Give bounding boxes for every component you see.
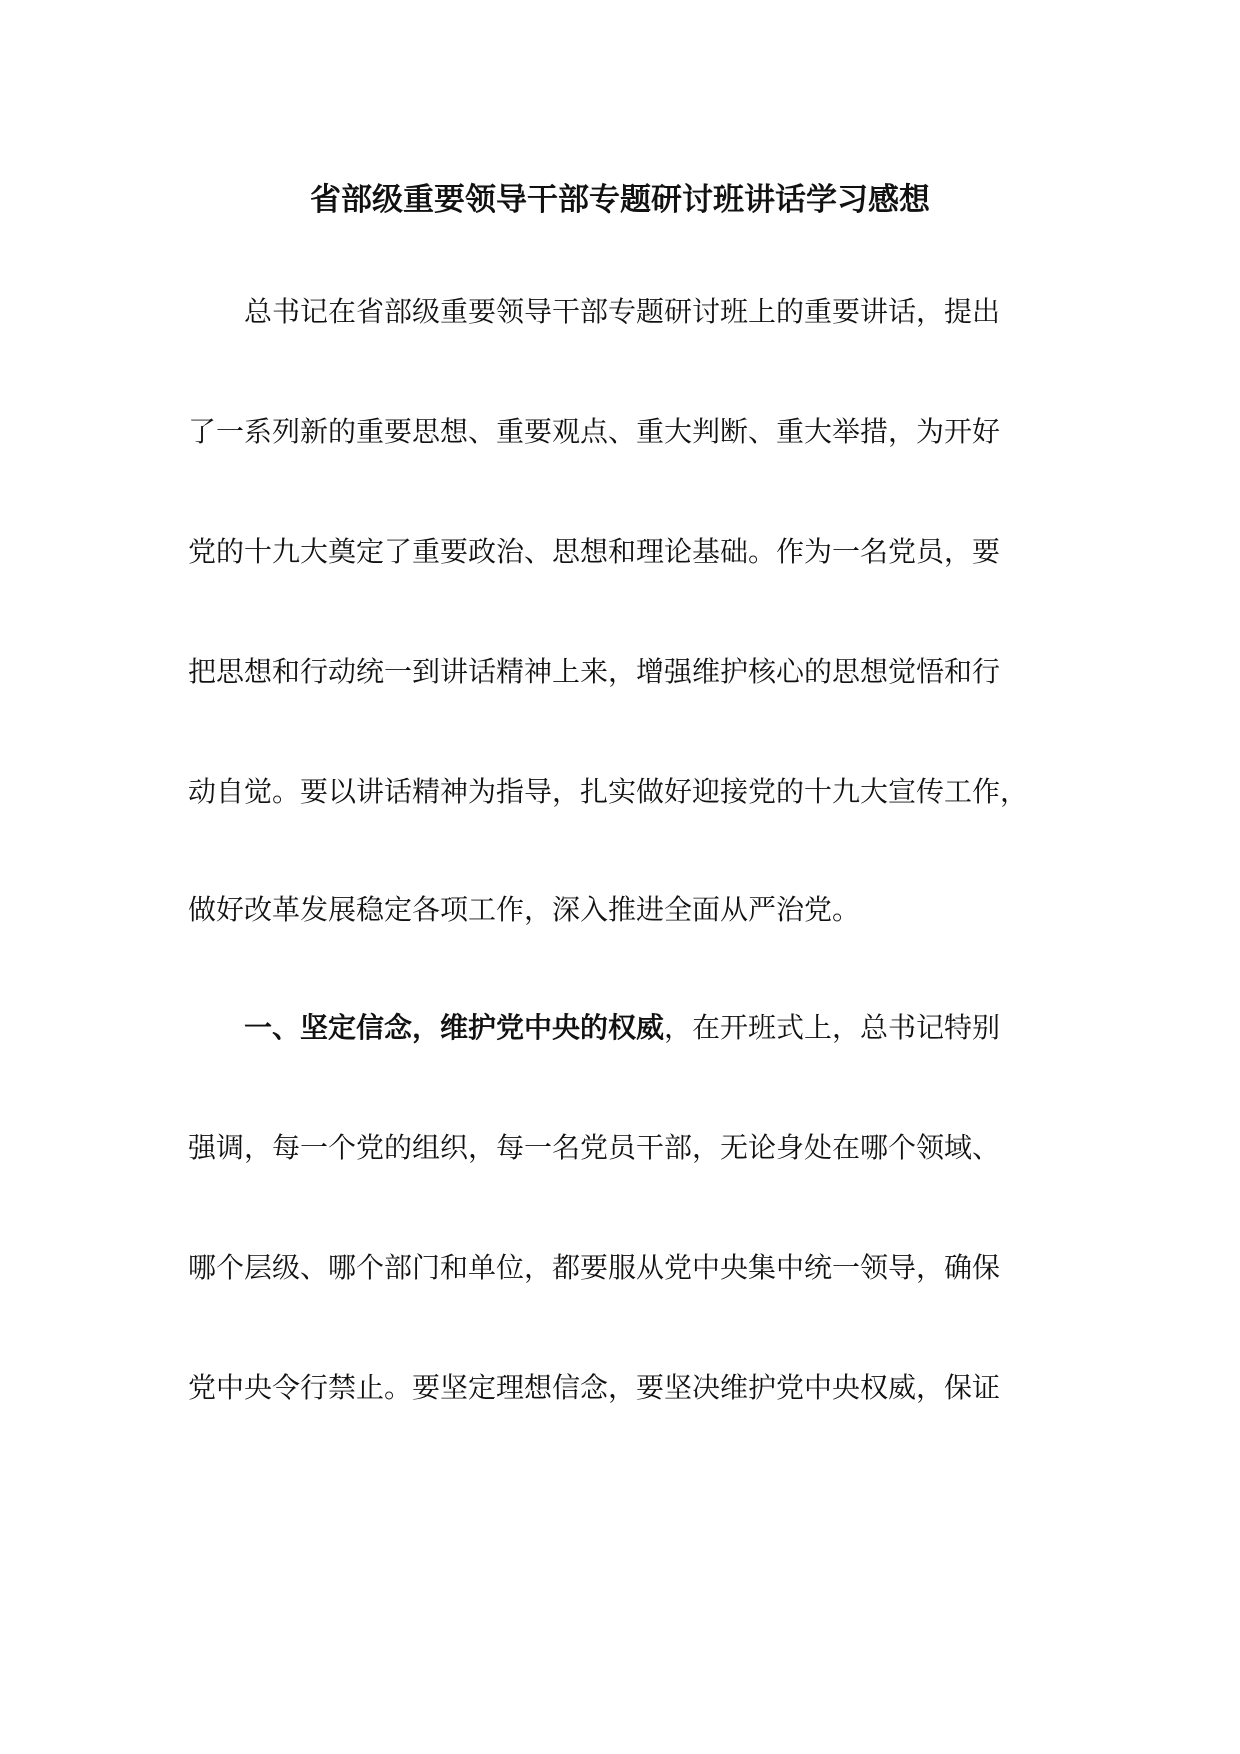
paragraph-1-line-4: 把思想和行动统一到讲话精神上来，增强维护核心的思想觉悟和行 bbox=[188, 655, 1001, 688]
paragraph-1-line-2: 了一系列新的重要思想、重要观点、重大判断、重大举措，为开好 bbox=[188, 415, 1001, 448]
paragraph-2-line-1-rest: ，在开班式上，总书记特别 bbox=[664, 1011, 1001, 1044]
paragraph-2-line-3: 哪个层级、哪个部门和单位，都要服从党中央集中统一领导，确保 bbox=[188, 1251, 1001, 1284]
paragraph-1-line-6: 做好改革发展稳定各项工作，深入推进全面从严治党。 bbox=[188, 893, 861, 926]
document-title: 省部级重要领导干部专题研讨班讲话学习感想 bbox=[310, 182, 930, 218]
paragraph-1-line-3: 党的十九大奠定了重要政治、思想和理论基础。作为一名党员，要 bbox=[188, 535, 1001, 568]
section-heading: 一、坚定信念，维护党中央的权威 bbox=[244, 1011, 665, 1044]
paragraph-1-line-1: 总书记在省部级重要领导干部专题研讨班上的重要讲话，提出 bbox=[244, 295, 1001, 328]
paragraph-1-line-5: 动自觉。要以讲话精神为指导，扎实做好迎接党的十九大宣传工作， bbox=[188, 775, 1029, 808]
paragraph-2-line-2: 强调，每一个党的组织，每一名党员干部，无论身处在哪个领域、 bbox=[188, 1131, 1001, 1164]
paragraph-2-line-1 bbox=[244, 1008, 1000, 1048]
paragraph-2-line-4: 党中央令行禁止。要坚定理想信念，要坚决维护党中央权威，保证 bbox=[188, 1371, 1001, 1404]
